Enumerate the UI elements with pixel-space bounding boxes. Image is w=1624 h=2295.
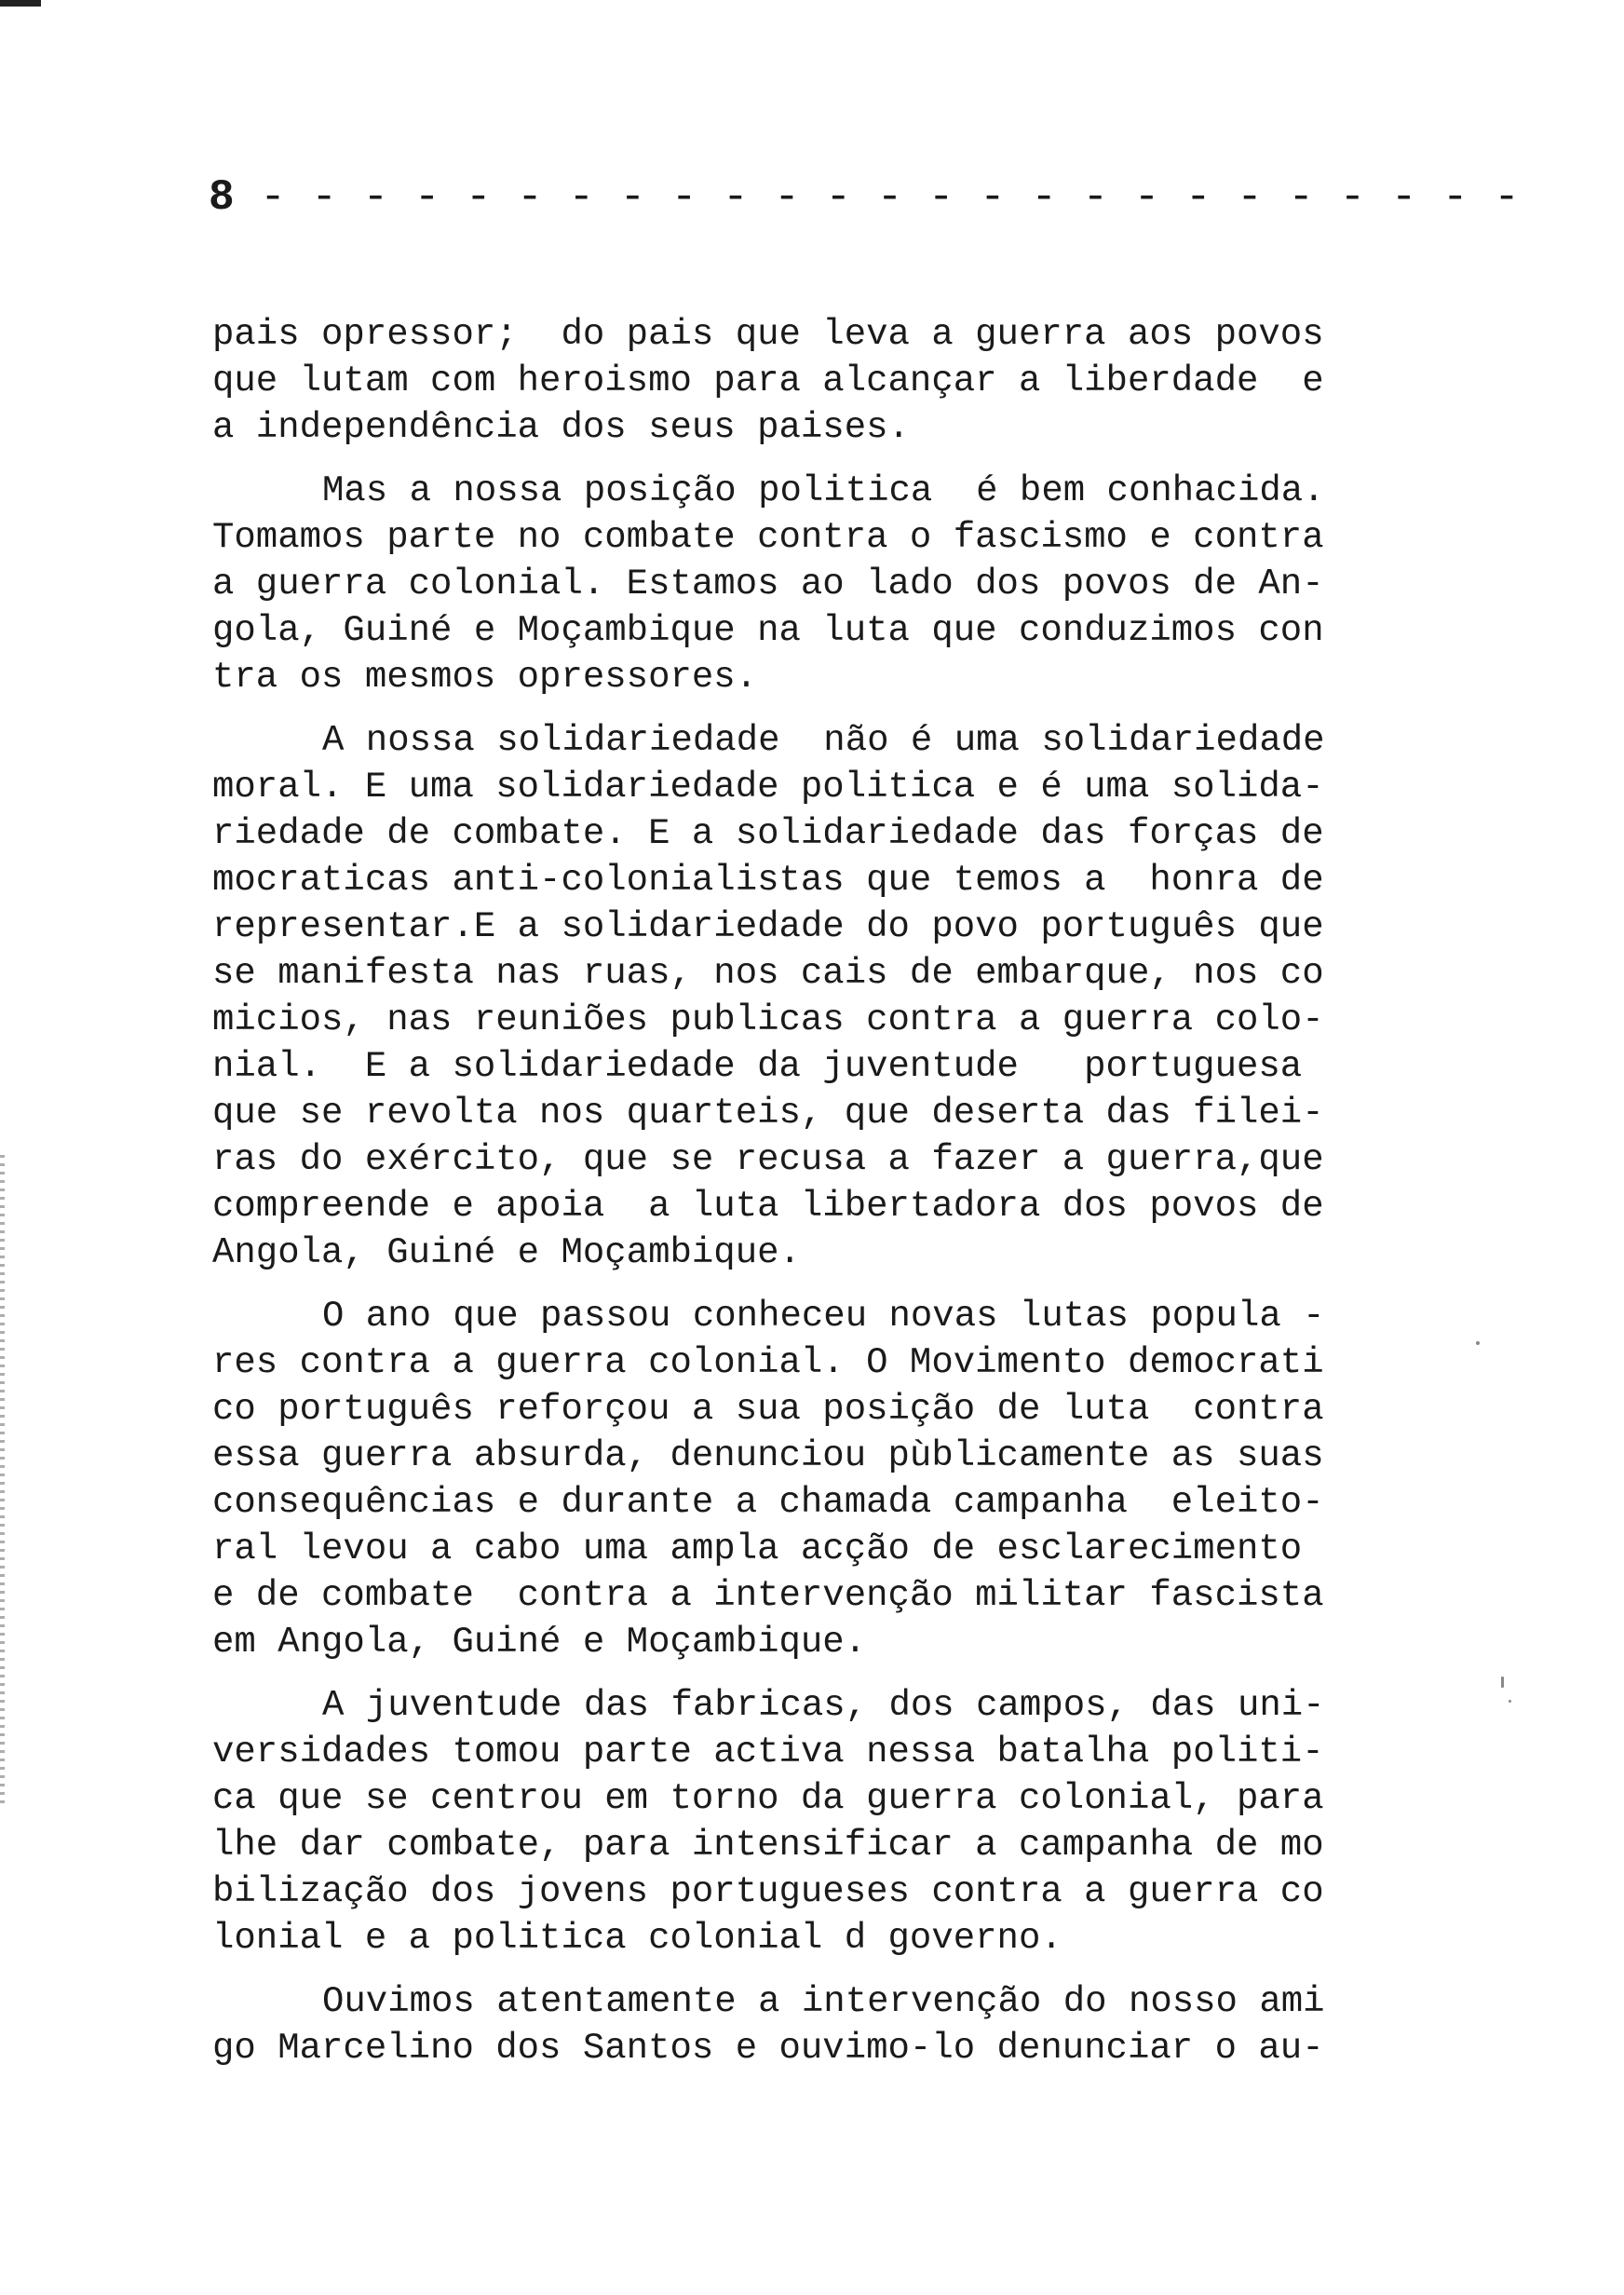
text-line: nial. E a solidariedade da juventude portuguesa — [212, 1046, 1303, 1087]
body-text — [212, 311, 1367, 2088]
text-line: ral levou a cabo uma ampla acção de esclarecimento — [212, 1528, 1303, 1569]
dash-rule: - - - - - - - - - - - - - - - - - - - - - - - - - — [260, 173, 1520, 222]
corner-scan-mark — [0, 0, 41, 7]
text-line: Mas a nossa posição politica é bem conhacida. — [322, 470, 1325, 511]
text-line: essa guerra absurda, denunciou pùblicamente as suas — [212, 1435, 1324, 1476]
text-line: res contra a guerra colonial. O Movimento democrati — [212, 1342, 1324, 1383]
page-number: 8 — [209, 173, 235, 222]
text-line: O ano que passou conheceu novas lutas popula - — [322, 1296, 1325, 1337]
text-line: riedade de combate. E a solidariedade das forças de — [212, 813, 1324, 854]
text-line: Angola, Guiné e Moçambique. — [212, 1232, 801, 1273]
text-line: co português reforçou a sua posição de luta contra — [212, 1389, 1324, 1430]
text-line: tra os mesmos opressores. — [212, 657, 758, 698]
text-line: em Angola, Guiné e Moçambique. — [212, 1622, 867, 1663]
scan-speck — [1476, 1341, 1480, 1345]
text-line: versidades tomou parte activa nessa batalha politi- — [212, 1731, 1324, 1772]
text-line: bilização dos jovens portugueses contra a guerra co — [212, 1871, 1324, 1912]
text-line: micios, nas reuniões publicas contra a guerra colo- — [212, 999, 1324, 1040]
text-line: que lutam com heroismo para alcançar a liberdade e — [212, 360, 1324, 401]
text-line: representar.E a solidariedade do povo português que — [212, 906, 1324, 947]
text-line: e de combate contra a intervenção militar fascista — [212, 1575, 1324, 1616]
scan-speck — [1501, 1677, 1504, 1688]
paragraph — [212, 1682, 1367, 1962]
paragraph — [212, 1978, 1367, 2071]
scan-speck — [1509, 1700, 1511, 1703]
paragraph — [212, 1293, 1367, 1665]
text-line: Ouvimos atentamente a intervenção do nosso ami — [322, 1981, 1325, 2022]
text-line: a guerra colonial. Estamos ao lado dos povos de An- — [212, 564, 1324, 604]
text-line: mocraticas anti-colonialistas que temos a honra de — [212, 860, 1324, 901]
page-header — [209, 170, 1520, 225]
text-line: pais opressor; do pais que leva a guerra aos povos — [212, 314, 1324, 355]
text-line: go Marcelino dos Santos e ouvimo-lo denunciar o au- — [212, 2028, 1324, 2069]
text-line: compreende e apoia a luta libertadora dos povos de — [212, 1186, 1324, 1227]
binding-edge-artifact — [0, 1155, 5, 1807]
text-line: A nossa solidariedade não é uma solidariedade — [322, 720, 1325, 761]
text-line: a independência dos seus paises. — [212, 407, 910, 448]
text-line: consequências e durante a chamada campanha eleito- — [212, 1482, 1324, 1523]
text-line: Tomamos parte no combate contra o fascismo e contra — [212, 517, 1324, 558]
text-line: lonial e a politica colonial d governo. — [212, 1918, 1062, 1959]
text-line: ras do exército, que se recusa a fazer a guerra,que — [212, 1139, 1324, 1180]
text-line: moral. E uma solidariedade politica e é uma solida- — [212, 767, 1324, 808]
text-line: se manifesta nas ruas, nos cais de embarque, nos co — [212, 953, 1324, 994]
text-line: ca que se centrou em torno da guerra colonial, para — [212, 1778, 1324, 1819]
text-line: gola, Guiné e Moçambique na luta que conduzimos con — [212, 610, 1324, 651]
text-line: lhe dar combate, para intensificar a campanha de mo — [212, 1825, 1324, 1866]
paragraph — [212, 717, 1367, 1276]
text-line: que se revolta nos quarteis, que deserta das filei- — [212, 1093, 1324, 1134]
text-line: A juventude das fabricas, dos campos, das uni- — [322, 1685, 1325, 1726]
paragraph — [212, 468, 1367, 700]
paragraph — [212, 311, 1367, 451]
